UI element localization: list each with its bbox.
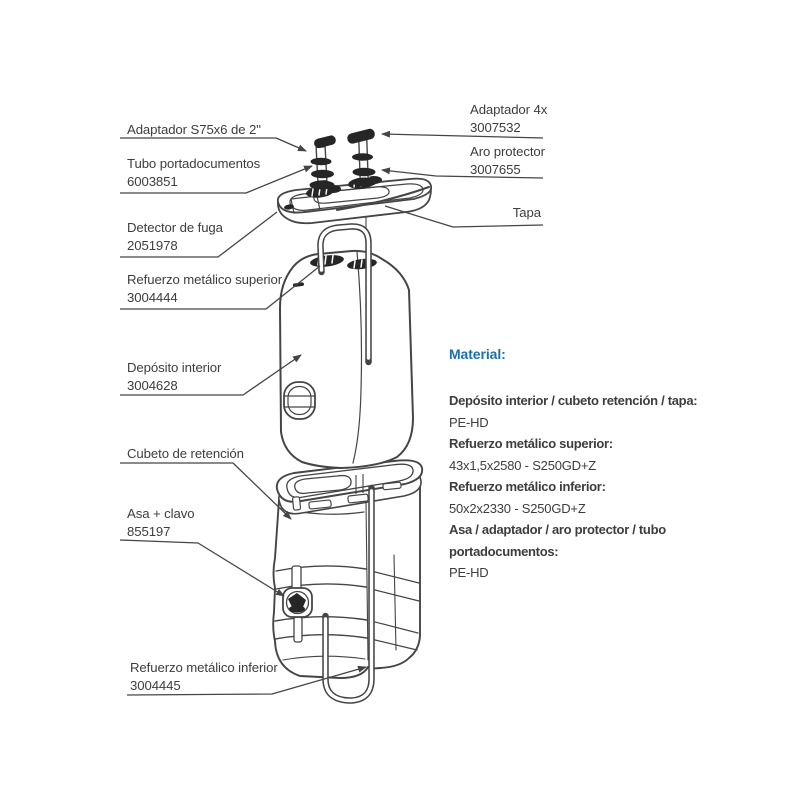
callout-label: Tubo portadocumentos [127,156,261,171]
callout-part-number: 3004444 [127,290,178,306]
callout-adaptador-4x [470,101,547,138]
callout-label: Aro protector [470,144,545,159]
material-spec [449,433,749,476]
spigot-drawing [283,588,312,617]
material-heading: Material: [449,346,506,362]
callout-deposito-interior [127,359,221,396]
spec-value: PE-HD [449,414,489,430]
leader-adaptador-s75 [120,138,306,151]
adapters-drawing [310,128,378,190]
callout-refuerzo-superior [127,271,282,308]
callout-part-number: 3004445 [130,678,181,694]
inner-tank-drawing [280,251,413,468]
callout-part-number: 3007655 [470,162,521,178]
callout-part-number: 3004628 [127,378,178,394]
spec-value: PE-HD [449,565,489,580]
spec-name: Refuerzo metálico superior: [449,436,613,451]
callout-aro-protector [470,143,545,180]
spec-name: Depósito interior / cubeto retención / tapa: [449,393,698,408]
callout-label: Refuerzo metálico inferior [130,660,278,675]
spec-value: 50x2x2330 - S250GD+Z [449,500,586,516]
callout-label: Adaptador S75x6 de 2" [127,122,261,137]
callout-refuerzo-inferior [130,659,278,696]
material-spec [449,476,749,519]
tank-window-drawing [284,382,315,419]
callout-label: Depósito interior [127,360,222,375]
material-section [449,346,749,584]
material-spec [449,390,749,433]
callout-label: Asa + clavo [127,506,195,521]
callout-cubeto-retencion [127,445,244,463]
callout-adaptador-s75 [127,121,261,139]
leader-asa-clavo [120,540,284,596]
spec-name: Refuerzo metálico inferior: [449,479,606,494]
material-spec [449,519,749,584]
callout-label: Adaptador 4x [470,102,548,117]
callout-detector-fuga [127,219,223,256]
spec-name: Asa / adaptador / aro protector / tubo portadocumentos: [449,522,666,559]
callout-tapa [513,204,541,222]
spec-value: 43x1,5x2580 - S250GD+Z [449,457,596,473]
callout-part-number: 2051978 [127,238,178,254]
callout-tubo-portadocumentos [127,155,260,192]
callout-part-number: 855197 [127,524,171,540]
callout-label: Cubeto de retención [127,446,244,461]
callout-label: Refuerzo metálico superior [127,272,282,287]
callout-part-number: 3007532 [470,120,521,136]
adapter-left-drawing [310,134,337,189]
callout-label: Tapa [512,205,541,220]
callout-label: Detector de fuga [127,220,223,235]
callout-part-number: 6003851 [127,174,178,190]
callout-asa-clavo [127,505,194,542]
